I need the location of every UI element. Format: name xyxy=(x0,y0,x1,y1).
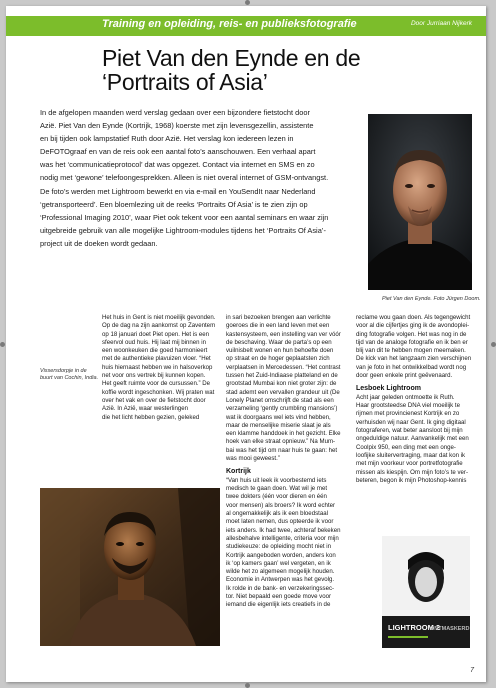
text-column-2 xyxy=(226,314,346,610)
column-line: bai was het tijd om naar huis te gaan: het xyxy=(226,446,338,454)
column-line: van je foto in het ontwikkelbad wordt nog xyxy=(356,363,467,371)
column-line: wilde het zo algemeen mogelijk houden. xyxy=(226,568,335,576)
portrait-photo xyxy=(368,114,472,290)
column-line: door geen enkele print geëvenaard. xyxy=(356,372,453,380)
column-line: Het huis in Gent is niet moeilijk gevonden. xyxy=(102,314,216,321)
intro-line: Azië. Piet Van den Eynde (Kortrijk, 1968) koerste met zijn levensgezellin, assistente xyxy=(40,121,314,131)
column-line: studiekeuze: de opleiding mocht niet in xyxy=(226,543,332,551)
column-line: De kick van het langzaam zien verschijnen xyxy=(356,355,472,363)
article-author: Door Jurriaan Nijkerk xyxy=(410,20,472,27)
column-line: stad ademt een vervallen grandeur uit (De xyxy=(226,388,340,396)
fisherman-photo-image xyxy=(40,488,220,646)
right-margin-marker-icon xyxy=(491,342,496,347)
column-line: “Van huis uit leek ik voorbestemd iets xyxy=(226,476,327,484)
column-line: ik ‘op kamers gaan’ wel vergeten, en ik xyxy=(226,559,331,567)
column-line: goeroes die in een land leven met een xyxy=(226,322,330,330)
column-line: met de authentieke plavuizen vloer. “Het xyxy=(102,355,211,363)
column-line: rijmen met provincienest Kortrijk en zo xyxy=(356,410,460,418)
column-line: sfeervol oud huis. Hij laat mij binnen in xyxy=(102,338,206,346)
column-line: verplaatsen in Mercedessen. “Het contrast xyxy=(226,363,341,371)
column-line: de beschaving. Waar de parta’s op een xyxy=(226,338,332,346)
column-line: op straat en de hoger geplaatsten zich xyxy=(226,355,330,363)
column-line: moet laten nemen, dus opteerde ik voor xyxy=(226,518,334,526)
column-line: een klamme handdoek in het gezicht. Elke xyxy=(226,430,341,438)
column-line: was mooi geweest.” xyxy=(226,455,280,463)
column-line: Lonely Planet omschrijft de stad als een xyxy=(226,396,334,404)
intro-line: De foto’s werden met Lightroom bewerkt en via e-mail en YouSendIt naar Nederland xyxy=(40,186,316,196)
intro-line: uitgebreide gebruik van alle mogelijke Lightroom-modules tijdens het ‘Portraits Of Asia’- xyxy=(40,225,326,235)
book-title: LIGHTROOM 2 xyxy=(388,623,441,632)
column-line: op 18 januari doet Piet open. Het is een xyxy=(102,330,210,338)
column-line: twee dokters (één voor dieren en één xyxy=(226,493,327,501)
column-line: Coolpix 950, een ding met een onge- xyxy=(356,443,456,451)
column-line: Haar grootsteedse DNA viel moeilijk te xyxy=(356,402,460,410)
column-line: Het geeft ruimte voor de cursussen.” De xyxy=(102,380,211,388)
caption-line: Vissersdorpje in de xyxy=(40,368,87,374)
man-photo-caption xyxy=(40,368,98,382)
intro-line: ‘getransporteerd’. Een bloemlezing uit de reeks ‘Portraits Of Asia’ is te zien zijn op xyxy=(40,199,308,209)
column-line: die het licht hebben gezien, geleked xyxy=(102,413,200,421)
column-line: kastensysteem, een instelling van ver vóór xyxy=(226,330,341,338)
book-cover xyxy=(382,536,470,648)
column-line: maar de menselijke miserie slaat je als xyxy=(226,421,331,429)
intro-line: en bij tijden ook lampstatief Ruth door Azië. Het verslag kon iedereen lezen in xyxy=(40,134,294,144)
column-line: koffie wordt ingeschonken. Wij praten wat xyxy=(102,388,215,396)
intro-line: DeFOTOgraaf en van de reis ook een aantal foto’s aanschouwen. Een verhaal apart xyxy=(40,147,316,157)
column-line: net voor ons vertrek bij kunnen kopen. xyxy=(102,372,206,380)
intro-line: ‘Professional Imaging 2010’, waar Piet ook tekent voor een aantal seminars en waar zijn xyxy=(40,212,329,222)
column-line: een woonkeuken die goed harmonieert xyxy=(102,347,208,355)
column-line: ding fotografie volgen. Het was nog in de xyxy=(356,330,467,338)
column-line: iets anders. Ik had twee, achteraf bekeken xyxy=(226,526,341,534)
column-line: Kortrijk aangeboden worden, anders kon xyxy=(226,551,336,559)
text-column-3 xyxy=(356,314,480,485)
intro-line: In de afgelopen maanden werd verslag gedaan over een bijzondere fietstocht door xyxy=(40,108,310,117)
left-margin-marker-icon xyxy=(0,342,5,347)
column-line: met mijn voorkeur voor portretfotografie xyxy=(356,460,463,468)
column-line: tijd van de analoge fotografie en ik ben er xyxy=(356,338,468,346)
column-line: Ik rolde in de bank- en verzekeringssec- xyxy=(226,584,335,592)
magazine-page xyxy=(6,6,486,682)
column-line: beteren, begon ik mijn Photoshop-kennis xyxy=(356,476,467,484)
subhead-kortrijk: Kortrijk xyxy=(226,468,251,476)
portrait-photo-image xyxy=(368,114,472,290)
column-line: verzameling ‘gently crumbling mansions’) xyxy=(226,405,338,413)
intro-line: nodig met ‘gewone’ telefoongesprekken. Alleen is niet overal internet of GSM-ontvangst. xyxy=(40,173,329,183)
book-cover-image xyxy=(382,536,470,648)
column-line: Acht jaar geleden ontmoette ik Ruth. xyxy=(356,393,455,401)
column-line: grootstad Mumbai kon niet groter zijn: de xyxy=(226,380,337,388)
column-line: ongeduldige natuur. Aanvankelijk met een xyxy=(356,435,469,443)
title-line: Piet Van den Eynde en de xyxy=(102,45,361,71)
column-line: hoek van elke straat opnieuw.” Na Mum- xyxy=(226,438,336,446)
column-line: fotograferen, wat beter aansloot bij mijn xyxy=(356,427,463,435)
column-line: verhuisden wij naar Gent. Ik ging digitaal xyxy=(356,418,466,426)
title-line: ‘Portraits of Asia’ xyxy=(102,69,268,95)
text-column-1 xyxy=(102,314,220,422)
column-line: huis hiernaast hebben we in halsoverkop xyxy=(102,363,213,371)
column-line: medisch te gaan doen. Wat wil je met xyxy=(226,485,328,493)
column-line: voor mensen) als broers? Ik word echter xyxy=(226,501,336,509)
article-title xyxy=(102,46,360,94)
column-line: iemand die eigenlijk iets creatiefs in de xyxy=(226,601,331,609)
column-line: tussen het Zuid-Indiaase platteland en de xyxy=(226,372,338,380)
section-title: Training en opleiding, reis- en publieksfotografie xyxy=(102,18,357,30)
column-line: Op de dag na zijn aankomst op Zaventem xyxy=(102,322,216,330)
column-line: wat ik doorgaans wel iets vind hebben, xyxy=(226,413,331,421)
intro-line: project uit de doeken wordt gedaan. xyxy=(40,238,158,248)
column-line: Economie in Antwerpen was het gevolg. xyxy=(226,576,335,584)
subhead-lesboek-lightroom: Lesboek Lightroom xyxy=(356,385,421,393)
column-line: al ongemakkelijk als ik een bloedstaal xyxy=(226,510,328,518)
top-margin-marker-icon xyxy=(245,0,250,5)
column-line: allesbehalve intelligente, criteria voor mijn xyxy=(226,534,339,542)
column-line: in sari bezoeken brengen aan verlichte xyxy=(226,314,331,321)
fisherman-photo xyxy=(40,488,220,646)
column-line: blij van dit te hebben mogen meemaken. xyxy=(356,347,466,355)
intro-line: was het ‘communicatieprotocol’ dat was opgezet. Contact via internet en SMS en zo xyxy=(40,160,315,170)
column-line: missen als kiespijn. Om mijn foto’s te ver- xyxy=(356,468,468,476)
column-line: over het vak en over de fietstocht door xyxy=(102,396,206,404)
column-line: reclame wou gaan doen. Als tegengewicht xyxy=(356,314,471,321)
column-line: Azië. In Azië, waar westerlingen xyxy=(102,405,189,413)
caption-line: buurt van Cochin, India. xyxy=(40,375,99,381)
article-intro xyxy=(40,106,370,250)
column-line: tor. Niet bepaald een goede move voor xyxy=(226,593,332,600)
column-line: voor al die cijfertjes ging ik de avondoplei- xyxy=(356,322,470,330)
portrait-caption: Piet Van den Eynde. Foto Jürgen Doom. xyxy=(382,296,481,302)
book-subtitle: ONTMASKERD xyxy=(430,626,470,632)
column-line: vuilnisbelt wonen en hun behoefte doen xyxy=(226,347,334,355)
page-number: 7 xyxy=(470,667,474,674)
bottom-margin-marker-icon xyxy=(245,683,250,688)
column-line: loofijke sluitervertraging, maar dat kon ik xyxy=(356,451,466,459)
